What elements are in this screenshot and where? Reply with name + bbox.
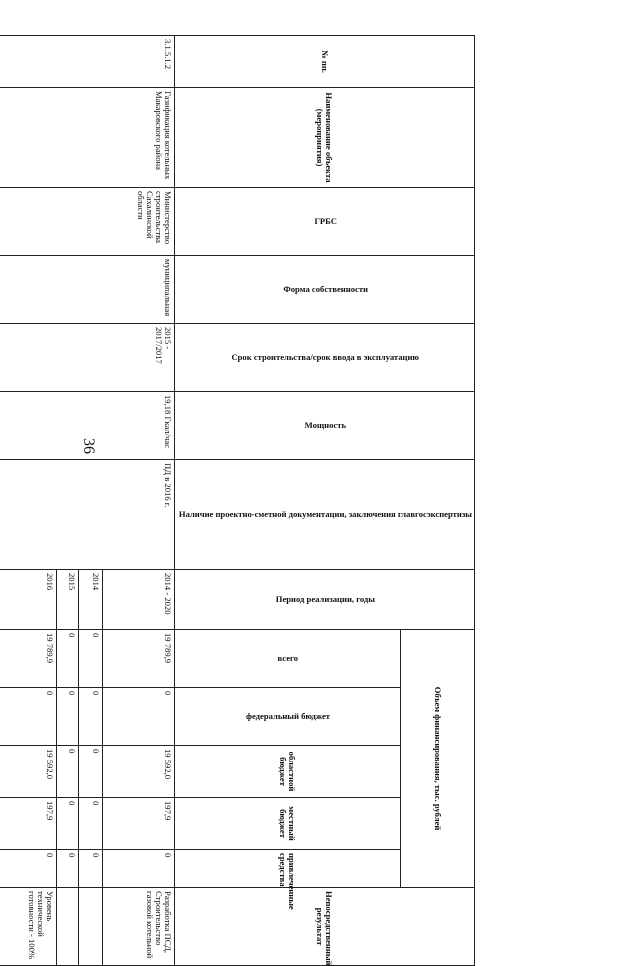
header-construction-term: Срок строительства/срок ввода в эксплуатацию	[174, 324, 474, 392]
object-psd: ПД в 2016 г.	[0, 460, 174, 570]
cell-total: 19 789,9	[102, 630, 174, 688]
cell-federal: 0	[102, 688, 174, 746]
cell-local: 197,9	[102, 798, 174, 850]
header-num: № пп.	[174, 36, 474, 88]
cell-regional: 0	[78, 746, 102, 798]
cell-local: 197,9	[0, 798, 56, 850]
cell-federal: 0	[78, 688, 102, 746]
page-number: 36	[80, 438, 97, 454]
cell-total: 19 789,9	[0, 630, 56, 688]
object-construction-term: 2015 - 2017/2017	[0, 324, 174, 392]
cell-result: Разработка ПСД, Строительство газовой котельной	[102, 888, 174, 966]
cell-total: 0	[78, 630, 102, 688]
cell-total: 0	[56, 630, 78, 688]
table-row	[102, 36, 174, 966]
cell-result: Уровень технической готовности - 100%	[0, 888, 56, 966]
cell-regional: 19 592,0	[0, 746, 56, 798]
cell-period: 2015	[56, 570, 78, 630]
header-local: местный бюджет	[174, 798, 400, 850]
header-financing: Объем финансирования, тыс. рублей	[400, 630, 474, 888]
cell-local: 0	[78, 798, 102, 850]
cell-period: 2014	[78, 570, 102, 630]
header-federal: федеральный бюджет	[174, 688, 400, 746]
cell-period: 2014 - 2020	[102, 570, 174, 630]
cell-local: 0	[56, 798, 78, 850]
cell-attracted: 0	[78, 850, 102, 888]
cell-federal: 0	[0, 688, 56, 746]
header-ownership: Форма собственности	[174, 256, 474, 324]
object-grbs: Министерство строительства Сахалинской области	[0, 188, 174, 256]
header-total: всего	[174, 630, 400, 688]
cell-result	[56, 888, 78, 966]
cell-attracted: 0	[0, 850, 56, 888]
header-grbs: ГРБС	[174, 188, 474, 256]
cell-period: 2016	[0, 570, 56, 630]
cell-regional: 19 592,0	[102, 746, 174, 798]
header-regional: областной бюджет	[174, 746, 400, 798]
cell-attracted: 0	[102, 850, 174, 888]
object-capacity: 19,18 Гкал/час	[0, 392, 174, 460]
header-name: Наименование объекта (мероприятия)	[174, 88, 474, 188]
header-result: Непосредственный результат	[174, 888, 474, 966]
header-psd: Наличие проектно-сметной документации, заключения главгосэкспертизы	[174, 460, 474, 570]
header-capacity: Мощность	[174, 392, 474, 460]
cell-regional: 0	[56, 746, 78, 798]
object-ownership: муниципальная	[0, 256, 174, 324]
cell-federal: 0	[56, 688, 78, 746]
financing-table	[0, 35, 475, 966]
cell-result	[78, 888, 102, 966]
header-attracted: привлеченные средства	[174, 850, 400, 888]
cell-attracted: 0	[56, 850, 78, 888]
object-num: 3.1.5.1.2	[0, 36, 174, 88]
header-row-1	[400, 36, 474, 966]
header-period: Период реализации, годы	[174, 570, 474, 630]
object-name: Газификация котельных Макаровского района	[0, 88, 174, 188]
